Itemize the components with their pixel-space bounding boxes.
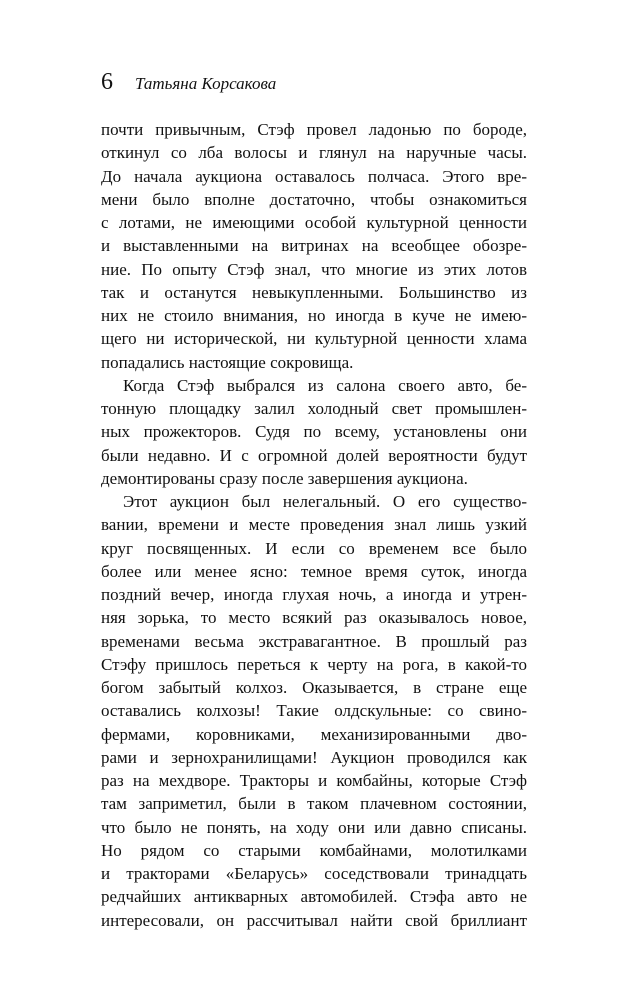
text-line: Но рядом со старыми комбайнами, молотилками [101,840,527,860]
running-header [101,68,276,98]
text-line: ных прожекторов. Судя по всему, установлены они [101,422,527,442]
text-line: демонтированы сразу после завершения аукциона. [101,468,468,488]
text-line: ние. По опыту Стэф знал, что многие из этих лотов [101,259,527,279]
text-line: и выставленными на витринах на всеобщее обозре- [101,236,527,256]
text-line: почти привычным, Стэф провел ладонью по бороде, [101,120,527,139]
text-line: интересовали, он рассчитывал найти свой бриллиант [101,910,527,930]
text-line: щего ни исторической, ни культурной ценности хлама [101,329,527,349]
page-number: 6 [101,69,113,95]
text-line: раз на мехдворе. Тракторы и комбайны, которые Стэф [101,771,527,790]
text-line: Стэфу пришлось переться к черту на рога, в какой-то [101,654,527,674]
text-line: вании, времени и месте проведения знал лишь узкий [101,515,527,535]
text-line: там заприметил, были в таком плачевном состоянии, [101,794,527,814]
text-line: них не стоило внимания, но иногда в куче не имею- [101,306,527,325]
paragraph-1 [101,118,527,374]
text-line: оставались колхозы! Такие олдскульные: со свино- [101,701,527,721]
text-line: До начала аукциона оставалось полчаса. Этого вре- [101,166,527,186]
text-line: фермами, коровниками, механизированными дво- [101,724,527,744]
text-line: рами и зернохранилищами! Аукцион проводился как [101,747,527,767]
text-line: няя зорька, то место всякий раз оказывалось новое, [101,608,527,628]
paragraph-2 [101,374,527,490]
text-line: откинул со лба волосы и глянул на наручные часы. [101,143,527,163]
text-line: что было не понять, на ходу они или давно списаны. [101,817,527,837]
text-line: попадались настоящие сокровища. [101,352,354,372]
text-line: были недавно. И с огромной долей вероятности будут [101,445,527,465]
text-line: редчайших антикварных автомобилей. Стэфа авто не [101,887,527,907]
text-line: и тракторами «Беларусь» соседствовали тринадцать [101,864,527,883]
text-line: поздний вечер, иногда глухая ночь, а иногда и утрен- [101,585,527,604]
body-text [101,118,527,932]
paragraph-3 [101,490,527,932]
text-line: Когда Стэф выбрался из салона своего авто, бе- [123,375,527,395]
text-line: Этот аукцион был нелегальный. О его существо- [123,492,527,511]
text-line: богом забытый колхоз. Оказывается, в стране еще [101,678,527,697]
text-line: круг посвященных. И если со временем все было [101,538,527,558]
text-line: более или менее ясно: темное время суток, иногда [101,561,527,581]
header-author-name: Татьяна Корсакова [135,74,277,93]
text-line: мени было вполне достаточно, чтобы ознакомиться [101,189,527,209]
text-line: так и останутся невыкупленными. Большинство из [101,282,527,302]
text-line: тонную площадку залил холодный свет промышлен- [101,399,527,418]
text-line: с лотами, не имеющими особой культурной ценности [101,213,527,232]
text-line: временами весьма экстравагантное. В прошлый раз [101,631,527,651]
